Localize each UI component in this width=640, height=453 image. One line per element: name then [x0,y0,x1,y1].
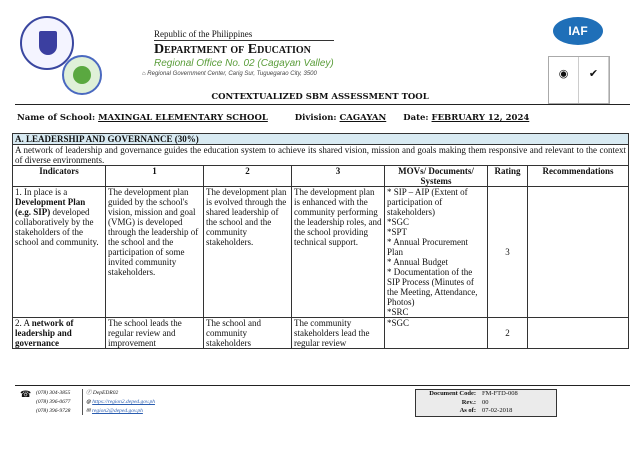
level-1-cell: The development plan guided by the school's vision, mission and goal (VMG) is developed through the leadership of the school and the participation of some invited community stakeholders. [106,187,204,318]
assessment-table [12,133,629,349]
facebook-icon: ⓕ [86,390,93,396]
header-divider [15,104,630,105]
date-label: Date: [403,113,429,123]
division-value: CAGAYAN [339,113,387,123]
website-link[interactable]: https://region2.deped.gov.ph [92,399,155,405]
iaf-logo: IAF [553,17,603,45]
facebook-handle: DepEDR02 [92,390,119,396]
republic-text: Republic of the Philippines [154,29,253,39]
col-3: 3 [292,166,385,187]
revision: 00 [482,398,489,406]
school-label: Name of School: [17,113,96,123]
rating-cell[interactable]: 2 [488,318,528,349]
date-value: FEBRUARY 12, 2024 [431,113,530,123]
as-of-date: 07-02-2018 [482,407,513,414]
phone-icon: ☎ [20,390,32,400]
mail-icon: ✉ [86,408,92,414]
section-description: A network of leadership and governance guides the education system to achieve its shared vision, mission and goals making them responsive and relevant to the context of diverse environments. [13,145,629,166]
level-3-cell: The development plan is enhanced with the community performing the leadership roles, and the school providing technical support. [292,187,385,318]
rating-cell[interactable]: 3 [488,187,528,318]
movs-cell: *SGC [385,318,488,349]
regional-office-logo [62,55,102,95]
level-1-cell: The school leads the regular review and improvement [106,318,204,349]
table-row [13,318,629,349]
school-info [17,113,529,124]
level-2-cell: The school and community stakeholders [204,318,292,349]
doc-code: FM-FTD-008 [482,390,518,397]
globe-icon: ◍ [86,399,93,405]
table-header [13,166,629,187]
school-name: MAXINGAL ELEMENTARY SCHOOL [98,113,268,123]
table-row [13,187,629,318]
document-title: CONTEXTUALIZED SBM ASSESSMENT TOOL [211,92,429,102]
ukas-check-icon: ✔ [579,57,609,103]
division-label: Division: [294,113,337,123]
movs-cell: * SIP – AIP (Extent of participation of stakeholders) *SGC *SPT * Annual Procurement Plan * Annual Budget * Documentation of the SIP Process (Minutes of the Meeting, Attendance, Photos) *SRC [385,187,488,318]
recommendations-cell[interactable] [528,318,629,349]
level-2-cell: The development plan is evolved through the shared leadership of the school and the community stakeholders. [204,187,292,318]
phone-numbers: (078) 304-3855 (078) 396-0677 (078) 396-9728 [36,390,71,414]
col-1: 1 [106,166,204,187]
col-movs: MOVs/ Documents/ Systems [385,166,488,187]
col-indicators: Indicators [13,166,106,187]
footer-separator [82,389,83,415]
department-name: Department of Education [154,40,334,57]
home-icon: ⌂ [142,71,148,77]
address-text: Regional Government Center, Carig Sur, Tuguegarao City, 3500 [147,71,317,77]
document-code-box: Document Code: FM-FTD-008 Rev.: 00 As of: 07-02-2018 [415,389,557,417]
regional-office: Regional Office No. 02 (Cagayan Valley) [154,58,334,69]
col-2: 2 [204,166,292,187]
footer-divider [15,385,630,386]
indicator-cell: 1. In place is a Development Plan (e.g. SIP) developed collaboratively by the stakeholders of the school and community. [13,187,106,318]
col-recommendations: Recommendations [528,166,629,187]
address [142,70,317,78]
section-title: A. LEADERSHIP AND GOVERNANCE (30%) [13,134,629,145]
indicator-cell: 2. A network of leadership and governance [13,318,106,349]
iso-cert-icon: ◉ [549,57,579,103]
col-rating: Rating [488,166,528,187]
contacts [86,389,155,416]
email-link[interactable]: region2@deped.gov.ph [91,408,143,414]
level-3-cell: The community stakeholders lead the regular review [292,318,385,349]
recommendations-cell[interactable] [528,187,629,318]
